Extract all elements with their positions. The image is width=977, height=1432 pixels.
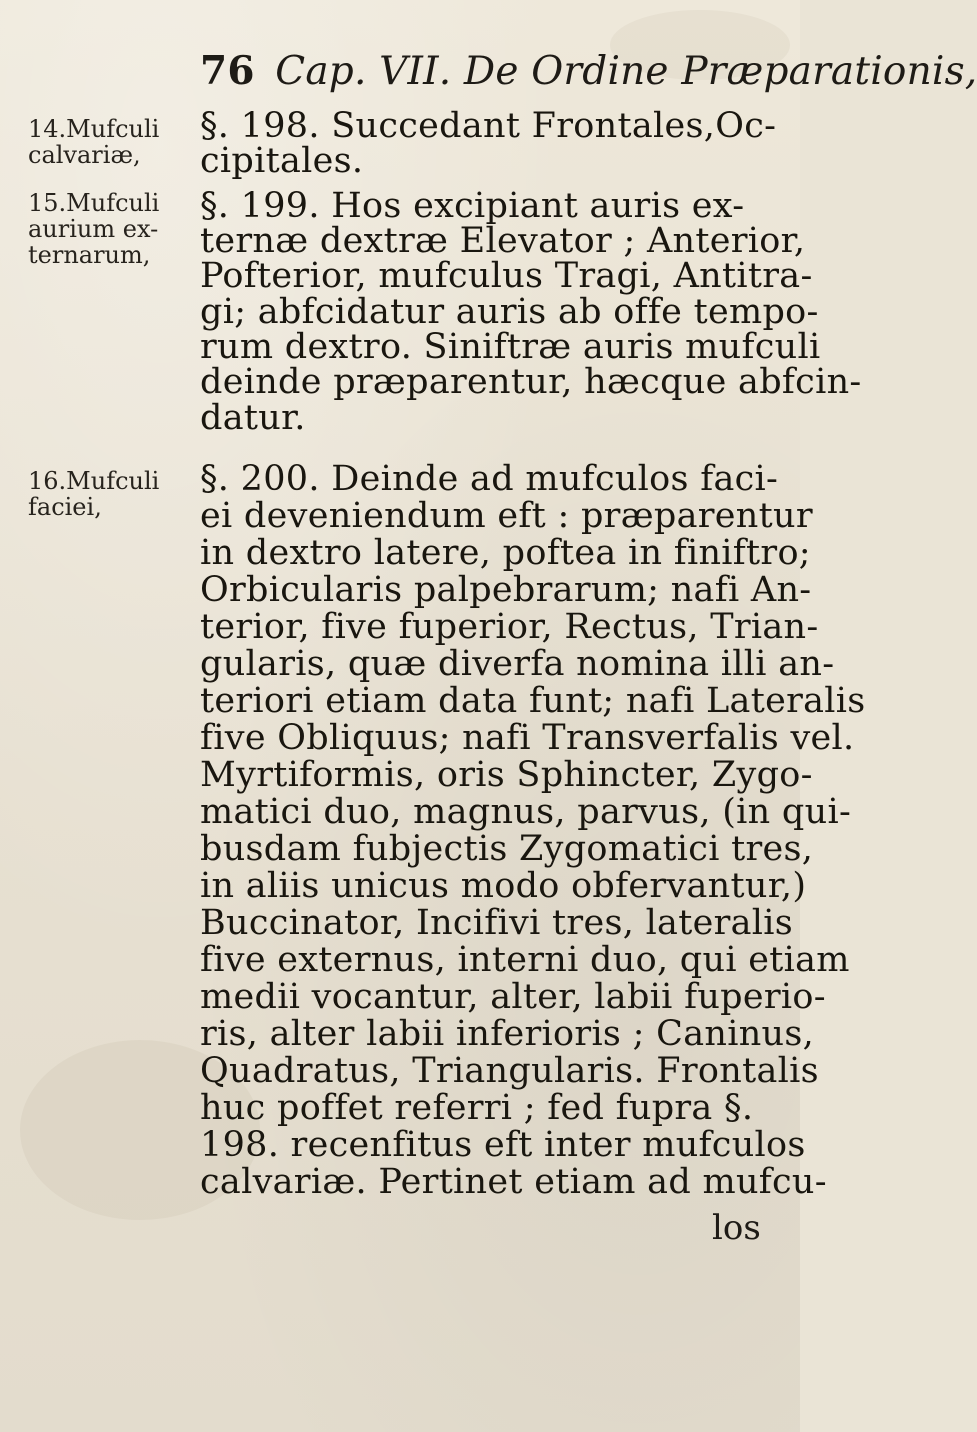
margin-note-line: ternarum, — [28, 241, 151, 269]
margin-note-line: faciei, — [28, 493, 102, 521]
running-title: Cap. VII. De Ordine Præparationis, — [275, 49, 977, 94]
text-line: Myrtiformis, oris Sphincter, Zygo- — [200, 755, 813, 795]
margin-note-line: calvariæ, — [28, 141, 141, 169]
text-line: medii vocantur, alter, labii fuperio- — [200, 977, 826, 1017]
text-line: 198. recenfitus eft inter mufculos — [200, 1125, 806, 1165]
text-line: gi; abfcidatur auris ab offe tempo- — [200, 292, 819, 332]
text-line: five Obliquus; nafi Transverfalis vel. — [200, 718, 855, 758]
text-line: calvariæ. Pertinet etiam ad mufcu- — [200, 1162, 827, 1202]
margin-note-15 — [28, 190, 188, 268]
text-line: Orbicularis palpebrarum; nafi An- — [200, 570, 812, 610]
margin-note-line: 14.Mufculi — [28, 115, 160, 143]
text-line: §. 198. Succedant Frontales,Oc- — [200, 106, 777, 146]
margin-note-line: aurium ex- — [28, 215, 159, 243]
text-line: deinde præparentur, hæcque abfcin- — [200, 362, 862, 402]
text-line: in aliis unicus modo obfervantur,) — [200, 866, 807, 906]
text-line: busdam fubjectis Zygomatici tres, — [200, 829, 814, 869]
text-line: §. 200. Deinde ad mufculos faci- — [200, 459, 779, 499]
text-line: Buccinator, Incifivi tres, lateralis — [200, 903, 794, 943]
text-line: ternæ dextræ Elevator ; Anterior, — [200, 221, 806, 261]
text-line: teriori etiam data funt; nafi Lateralis — [200, 681, 866, 721]
text-line: Pofterior, mufculus Tragi, Antitra- — [200, 256, 813, 296]
page-number: 76 — [200, 48, 255, 94]
text-line: terior, five fuperior, Rectus, Trian- — [200, 607, 819, 647]
text-line: §. 199. Hos excipiant auris ex- — [200, 186, 745, 226]
text-line: cipitales. — [200, 141, 364, 181]
text-line: ris, alter labii inferioris ; Caninus, — [200, 1014, 815, 1054]
text-line: datur. — [200, 398, 306, 438]
margin-note-line: 15.Mufculi — [28, 189, 160, 217]
margin-note-14 — [28, 116, 188, 168]
text-line: Quadratus, Triangularis. Frontalis — [200, 1051, 819, 1091]
text-line: ei deveniendum eft : præparentur — [200, 496, 813, 536]
text-line: rum dextro. Siniftræ auris mufculi — [200, 327, 821, 367]
text-line: gularis, quæ diverfa nomina illi an- — [200, 644, 835, 684]
text-line: in dextro latere, poftea in finiftro; — [200, 533, 811, 573]
text-line: matici duo, magnus, parvus, (in qui- — [200, 792, 852, 832]
margin-note-16 — [28, 468, 188, 520]
running-header — [200, 48, 977, 94]
catchword: los — [712, 1208, 761, 1248]
margin-note-line: 16.Mufculi — [28, 467, 160, 495]
text-line: five externus, interni duo, qui etiam — [200, 940, 850, 980]
text-line: huc poffet referri ; fed fupra §. — [200, 1088, 754, 1128]
